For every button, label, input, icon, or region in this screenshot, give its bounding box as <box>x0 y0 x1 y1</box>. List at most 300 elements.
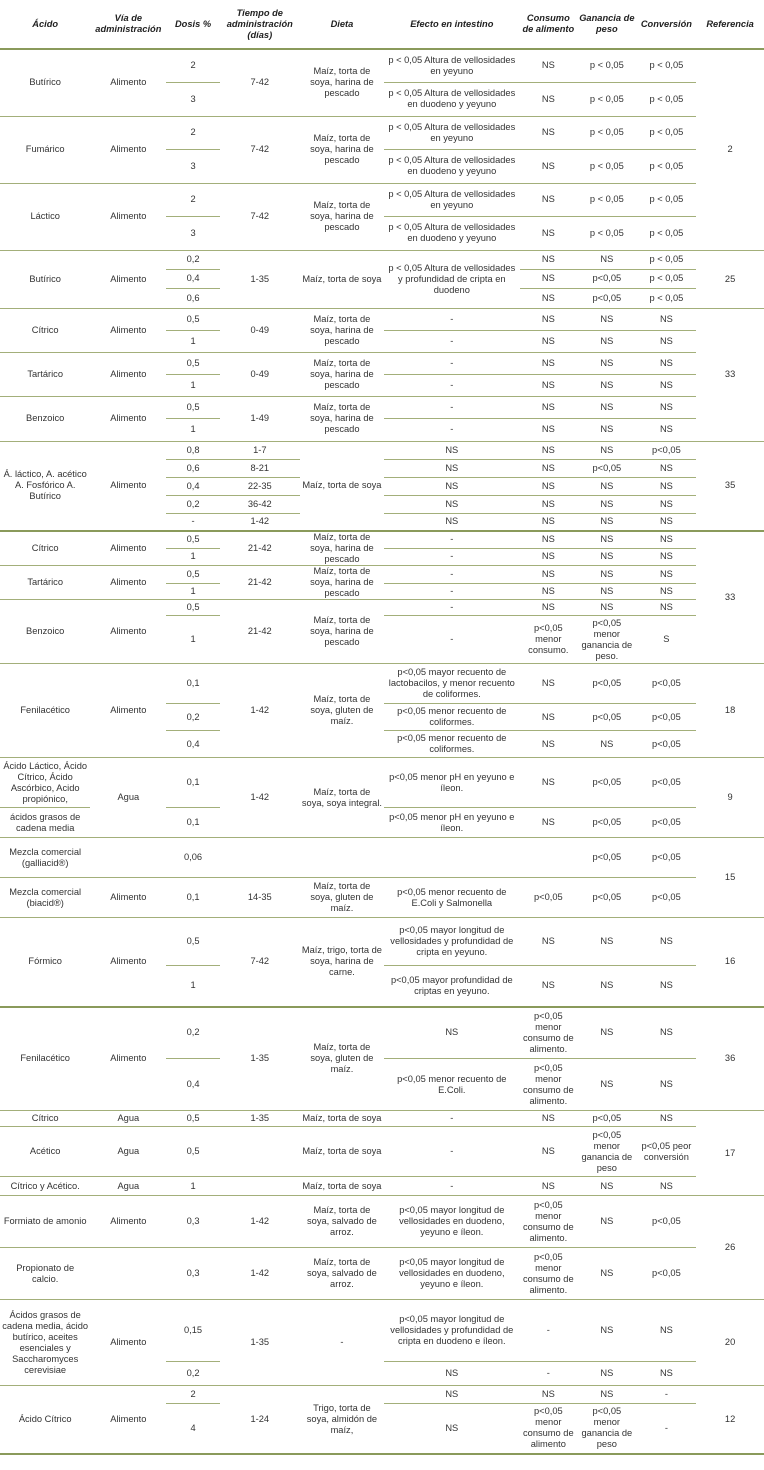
cell: 7-42 <box>220 918 300 1007</box>
cell: - <box>384 374 520 396</box>
cell: 0,5 <box>166 352 219 374</box>
cell: 0,3 <box>166 1196 219 1248</box>
cell: NS <box>520 808 578 838</box>
cell: 0,5 <box>166 308 219 330</box>
cell: p < 0,05 Altura de vellosidades en yeyuno <box>384 49 520 82</box>
cell: 1-42 <box>220 664 300 758</box>
cell: Maíz, torta de soya, harina de pescado <box>300 352 384 396</box>
cell: Láctico <box>0 183 90 250</box>
cell: NS <box>577 1059 637 1111</box>
cell: p<0,05 <box>577 269 637 288</box>
cell: Mezcla comercial (biacid®) <box>0 878 90 918</box>
cell: 1-42 <box>220 1248 300 1300</box>
cell: Alimento <box>90 183 166 250</box>
cell: - <box>166 513 219 531</box>
cell: 2 <box>696 49 764 250</box>
cell: 0,1 <box>166 878 219 918</box>
cell: - <box>384 566 520 584</box>
cell: Mezcla comercial (galliacid®) <box>0 838 90 878</box>
col-dieta: Dieta <box>300 0 384 49</box>
cell: NS <box>577 418 637 441</box>
cell: p<0,05 menor pH en yeyuno e íleon. <box>384 808 520 838</box>
cell: 1 <box>166 1177 219 1196</box>
table-row <box>0 758 764 808</box>
cell: 1-35 <box>220 1007 300 1111</box>
cell: p < 0,05 <box>577 82 637 116</box>
cell: NS <box>577 583 637 599</box>
cell: p < 0,05 <box>637 183 697 216</box>
cell: Maíz, trigo, torta de soya, harina de carne. <box>300 918 384 1007</box>
cell: Propionato de calcio. <box>0 1248 90 1300</box>
cell: NS <box>577 1177 637 1196</box>
cell: Agua <box>90 1127 166 1177</box>
cell: Tartárico <box>0 352 90 396</box>
cell: 33 <box>696 308 764 441</box>
cell: 7-42 <box>220 116 300 183</box>
cell: p<0,05 menor consumo de alimento. <box>520 1248 578 1300</box>
cell: p < 0,05 Altura de vellosidades en duodeno y yeyuno <box>384 82 520 116</box>
cell: p < 0,05 Altura de vellosidades y profundidad de cripta en duodeno <box>384 250 520 308</box>
cell: 0,5 <box>166 1111 219 1127</box>
cell: Maíz, torta de soya, harina de pescado <box>300 600 384 664</box>
table-row <box>0 664 764 704</box>
cell: NS <box>577 352 637 374</box>
cell: Trigo, torta de soya, almidón de maíz, <box>300 1386 384 1454</box>
cell: Agua <box>90 758 166 838</box>
cell: - <box>384 531 520 548</box>
cell: NS <box>520 600 578 616</box>
table-row <box>0 352 764 374</box>
cell: Ácidos grasos de cadena media, ácido butírico, aceites esenciales y Saccharomyces cerevisiae <box>0 1300 90 1386</box>
cell: NS <box>577 1196 637 1248</box>
cell: Acético <box>0 1127 90 1177</box>
cell: p<0,05 <box>577 664 637 704</box>
cell: 1 <box>166 966 219 1007</box>
cell: NS <box>577 731 637 758</box>
cell: Formiato de amonio <box>0 1196 90 1248</box>
col-consumo: Consumo de alimento <box>520 0 578 49</box>
cell: NS <box>384 1007 520 1059</box>
cell: Alimento <box>90 250 166 308</box>
cell: NS <box>520 418 578 441</box>
cell: 33 <box>696 531 764 664</box>
cell: Maíz, torta de soya, gluten de maíz. <box>300 1007 384 1111</box>
col-via: Vía de administración <box>90 0 166 49</box>
cell: NS <box>577 1007 637 1059</box>
cell: Alimento <box>90 1196 166 1248</box>
cell: p<0,05 menor consumo. <box>520 616 578 664</box>
cell: p < 0,05 <box>577 116 637 149</box>
cell: 1-24 <box>220 1386 300 1454</box>
cell: 1 <box>166 616 219 664</box>
cell: 0,1 <box>166 758 219 808</box>
cell: 4 <box>166 1404 219 1454</box>
cell: 16 <box>696 918 764 1007</box>
cell: 0,2 <box>166 1007 219 1059</box>
table-row <box>0 1007 764 1059</box>
cell: NS <box>637 418 697 441</box>
cell: 1-42 <box>220 1196 300 1248</box>
cell: 0,5 <box>166 600 219 616</box>
cell: p < 0,05 <box>577 183 637 216</box>
cell: Alimento <box>90 49 166 116</box>
cell: p < 0,05 Altura de vellosidades en yeyuno <box>384 183 520 216</box>
cell: S <box>637 616 697 664</box>
cell: 3 <box>166 82 219 116</box>
table-row <box>0 441 764 459</box>
col-referencia: Referencia <box>696 0 764 49</box>
cell: 0,2 <box>166 250 219 269</box>
cell: NS <box>520 49 578 82</box>
cell: - <box>384 1111 520 1127</box>
cell: NS <box>577 396 637 418</box>
cell: Fórmico <box>0 918 90 1007</box>
cell: Á. láctico, A. acético A. Fosfórico A. Butírico <box>0 441 90 531</box>
cell: Alimento <box>90 1300 166 1386</box>
cell: NS <box>577 374 637 396</box>
cell: - <box>637 1404 697 1454</box>
cell: Agua <box>90 1111 166 1127</box>
cell: NS <box>577 495 637 513</box>
cell: 25 <box>696 250 764 308</box>
cell: 0,4 <box>166 477 219 495</box>
cell: - <box>384 600 520 616</box>
cell: NS <box>520 664 578 704</box>
cell: - <box>384 352 520 374</box>
cell: NS <box>637 1059 697 1111</box>
cell: NS <box>577 918 637 966</box>
cell: NS <box>577 1362 637 1386</box>
cell: 1-49 <box>220 396 300 441</box>
cell: p<0,05 menor recuento de E.Coli. <box>384 1059 520 1111</box>
table-row <box>0 1111 764 1127</box>
cell: 22-35 <box>220 477 300 495</box>
cell: Maíz, torta de soya, harina de pescado <box>300 183 384 250</box>
cell: Alimento <box>90 566 166 600</box>
cell: NS <box>384 477 520 495</box>
cell: 3 <box>166 216 219 250</box>
cell: Maíz, torta de soya, harina de pescado <box>300 49 384 116</box>
table-row <box>0 600 764 616</box>
cell: 0,2 <box>166 1362 219 1386</box>
cell: NS <box>637 308 697 330</box>
table-row <box>0 308 764 330</box>
cell: NS <box>520 183 578 216</box>
cell: NS <box>637 583 697 599</box>
table-row <box>0 1248 764 1300</box>
cell: NS <box>520 966 578 1007</box>
cell: p<0,05 menor recuento de coliformes. <box>384 731 520 758</box>
cell: NS <box>384 441 520 459</box>
cell: NS <box>577 966 637 1007</box>
cell: 1 <box>166 548 219 565</box>
header-row <box>0 0 764 49</box>
cell <box>384 838 520 878</box>
table-row <box>0 1196 764 1248</box>
cell: Maíz, torta de soya <box>300 1111 384 1127</box>
cell: - <box>520 1362 578 1386</box>
cell: p<0,05 <box>577 878 637 918</box>
cell: Maíz, torta de soya, harina de pescado <box>300 396 384 441</box>
cell: Alimento <box>90 600 166 664</box>
cell <box>90 1248 166 1300</box>
cell: NS <box>637 1007 697 1059</box>
cell: - <box>384 396 520 418</box>
cell: - <box>384 583 520 599</box>
cell: p<0,05 <box>577 838 637 878</box>
cell: Ácido Cítrico <box>0 1386 90 1454</box>
cell: NS <box>520 531 578 548</box>
cell: 1-42 <box>220 758 300 838</box>
cell: Alimento <box>90 1386 166 1454</box>
cell: NS <box>384 459 520 477</box>
cell: p < 0,05 Altura de vellosidades en yeyuno <box>384 116 520 149</box>
cell: Fenilacético <box>0 664 90 758</box>
cell: 0,2 <box>166 704 219 731</box>
cell: Maíz, torta de soya <box>300 1177 384 1196</box>
cell: 7-42 <box>220 183 300 250</box>
cell: Butírico <box>0 250 90 308</box>
table-row <box>0 878 764 918</box>
cell: 21-42 <box>220 600 300 664</box>
cell: p<0,05 peor conversión <box>637 1127 697 1177</box>
cell: 0,3 <box>166 1248 219 1300</box>
cell: 18 <box>696 664 764 758</box>
cell: p<0,05 <box>577 1111 637 1127</box>
cell: 15 <box>696 838 764 918</box>
cell: p<0,05 <box>637 838 697 878</box>
cell: p < 0,05 <box>637 82 697 116</box>
cell: 12 <box>696 1386 764 1454</box>
cell: 1 <box>166 330 219 352</box>
cell: Maíz, torta de soya, harina de pescado <box>300 116 384 183</box>
cell <box>520 838 578 878</box>
cell: ácidos grasos de cadena media <box>0 808 90 838</box>
table-row <box>0 531 764 548</box>
cell: NS <box>577 1248 637 1300</box>
cell: Tartárico <box>0 566 90 600</box>
cell: Maíz, torta de soya <box>300 441 384 531</box>
cell: Alimento <box>90 308 166 352</box>
cell: p < 0,05 <box>637 49 697 82</box>
table-row <box>0 49 764 82</box>
table-row <box>0 1300 764 1362</box>
cell: NS <box>637 531 697 548</box>
cell: - <box>384 308 520 330</box>
table-body <box>0 49 764 1454</box>
cell: Alimento <box>90 116 166 183</box>
cell: p<0,05 menor ganancia de peso. <box>577 616 637 664</box>
cell: NS <box>637 513 697 531</box>
cell: Maíz, torta de soya <box>300 250 384 308</box>
cell: 1-35 <box>220 1111 300 1127</box>
cell: Alimento <box>90 878 166 918</box>
cell: Cítrico y Acético. <box>0 1177 90 1196</box>
cell: 0,4 <box>166 731 219 758</box>
cell: p < 0,05 Altura de vellosidades en duodeno y yeyuno <box>384 149 520 183</box>
cell: 0,15 <box>166 1300 219 1362</box>
cell: 36 <box>696 1007 764 1111</box>
cell: NS <box>520 1111 578 1127</box>
cell: Maíz, torta de soya, harina de pescado <box>300 531 384 566</box>
cell: 1-35 <box>220 1300 300 1386</box>
cell: Maíz, torta de soya <box>300 1127 384 1177</box>
cell: Fumárico <box>0 116 90 183</box>
cell: NS <box>520 149 578 183</box>
cell: 0,2 <box>166 495 219 513</box>
cell: NS <box>637 548 697 565</box>
cell: Maíz, torta de soya, gluten de maíz. <box>300 878 384 918</box>
cell: 1 <box>166 374 219 396</box>
col-conversion: Conversión <box>637 0 697 49</box>
cell: - <box>520 1300 578 1362</box>
cell: Alimento <box>90 1007 166 1111</box>
cell: NS <box>637 966 697 1007</box>
cell: p<0,05 <box>577 808 637 838</box>
cell: 20 <box>696 1300 764 1386</box>
cell: NS <box>520 374 578 396</box>
cell: p<0,05 mayor profundidad de criptas en yeyuno. <box>384 966 520 1007</box>
cell: NS <box>520 441 578 459</box>
cell: Maíz, torta de soya, soya integral. <box>300 758 384 838</box>
cell: p < 0,05 <box>577 149 637 183</box>
cell: NS <box>520 758 578 808</box>
cell: NS <box>637 495 697 513</box>
cell: 1 <box>166 418 219 441</box>
cell <box>90 838 166 878</box>
cell: Butírico <box>0 49 90 116</box>
table-row <box>0 396 764 418</box>
cell: Alimento <box>90 918 166 1007</box>
cell: 2 <box>166 116 219 149</box>
cell: Maíz, torta de soya, harina de pescado <box>300 566 384 600</box>
cell: - <box>384 1127 520 1177</box>
cell: 0,6 <box>166 459 219 477</box>
cell <box>300 838 384 878</box>
cell: 35 <box>696 441 764 531</box>
cell: NS <box>520 396 578 418</box>
cell: NS <box>577 548 637 565</box>
cell: 0,06 <box>166 838 219 878</box>
cell: NS <box>637 1177 697 1196</box>
cell: Cítrico <box>0 1111 90 1127</box>
cell: 21-42 <box>220 566 300 600</box>
cell: 14-35 <box>220 878 300 918</box>
cell: NS <box>384 495 520 513</box>
cell: p<0,05 <box>637 758 697 808</box>
cell: NS <box>384 1362 520 1386</box>
cell: Fenilacético <box>0 1007 90 1111</box>
cell: 3 <box>166 149 219 183</box>
cell: 9 <box>696 758 764 838</box>
cell: p<0,05 <box>637 808 697 838</box>
cell: p < 0,05 <box>637 149 697 183</box>
cell: p<0,05 menor recuento de E.Coli y Salmonella <box>384 878 520 918</box>
cell: NS <box>520 548 578 565</box>
cell: NS <box>637 330 697 352</box>
cell: NS <box>637 918 697 966</box>
cell: NS <box>520 477 578 495</box>
cell: NS <box>384 1404 520 1454</box>
cell: NS <box>520 308 578 330</box>
cell: NS <box>577 1386 637 1404</box>
cell: 0,4 <box>166 269 219 288</box>
cell: NS <box>520 566 578 584</box>
cell: NS <box>637 396 697 418</box>
cell: NS <box>577 1300 637 1362</box>
cell: 1-42 <box>220 513 300 531</box>
cell: p<0,05 <box>637 731 697 758</box>
cell: p<0,05 menor ganancia de peso <box>577 1404 637 1454</box>
cell: 17 <box>696 1111 764 1196</box>
cell: NS <box>577 308 637 330</box>
cell: - <box>384 330 520 352</box>
cell: 0,5 <box>166 566 219 584</box>
col-dosis: Dosis % <box>166 0 219 49</box>
cell: Maíz, torta de soya, salvado de arroz. <box>300 1196 384 1248</box>
cell: 0,8 <box>166 441 219 459</box>
cell: Alimento <box>90 352 166 396</box>
table-row <box>0 1386 764 1404</box>
cell: 0,1 <box>166 808 219 838</box>
cell: Maíz, torta de soya, gluten de maíz. <box>300 664 384 758</box>
cell: p<0,05 <box>637 1196 697 1248</box>
cell: NS <box>637 352 697 374</box>
cell: p < 0,05 <box>577 49 637 82</box>
cell: p<0,05 menor ganancia de peso <box>577 1127 637 1177</box>
cell: - <box>300 1300 384 1386</box>
cell: - <box>384 1177 520 1196</box>
cell: NS <box>520 459 578 477</box>
cell: NS <box>520 495 578 513</box>
cell: 0-49 <box>220 352 300 396</box>
cell: Alimento <box>90 396 166 441</box>
cell: NS <box>520 918 578 966</box>
cell: NS <box>637 374 697 396</box>
cell: NS <box>520 82 578 116</box>
cell: 1 <box>166 583 219 599</box>
cell: p<0,05 mayor recuento de lactobacilos, y menor recuento de coliformes. <box>384 664 520 704</box>
cell: Alimento <box>90 664 166 758</box>
cell: 2 <box>166 1386 219 1404</box>
cell: p<0,05 mayor longitud de vellosidades y profundidad de cripta en duodeno e íleon. <box>384 1300 520 1362</box>
table-row <box>0 250 764 269</box>
cell: 0,6 <box>166 288 219 308</box>
cell: 8-21 <box>220 459 300 477</box>
cell: 1-7 <box>220 441 300 459</box>
table-row <box>0 183 764 216</box>
cell: p < 0,05 <box>637 250 697 269</box>
cell: 2 <box>166 183 219 216</box>
table-row <box>0 838 764 878</box>
cell: p<0,05 <box>637 704 697 731</box>
cell: NS <box>520 250 578 269</box>
cell <box>220 838 300 878</box>
cell: p < 0,05 <box>637 288 697 308</box>
cell: NS <box>637 477 697 495</box>
cell: - <box>384 548 520 565</box>
cell: Cítrico <box>0 308 90 352</box>
cell: p<0,05 menor consumo de alimento <box>520 1404 578 1454</box>
cell: NS <box>577 477 637 495</box>
cell: NS <box>520 583 578 599</box>
table-row <box>0 1177 764 1196</box>
cell: NS <box>520 352 578 374</box>
cell: NS <box>520 216 578 250</box>
cell: NS <box>520 269 578 288</box>
cell: p<0,05 mayor longitud de vellosidades en duodeno, yeyuno e íleon. <box>384 1248 520 1300</box>
cell: 0,5 <box>166 531 219 548</box>
